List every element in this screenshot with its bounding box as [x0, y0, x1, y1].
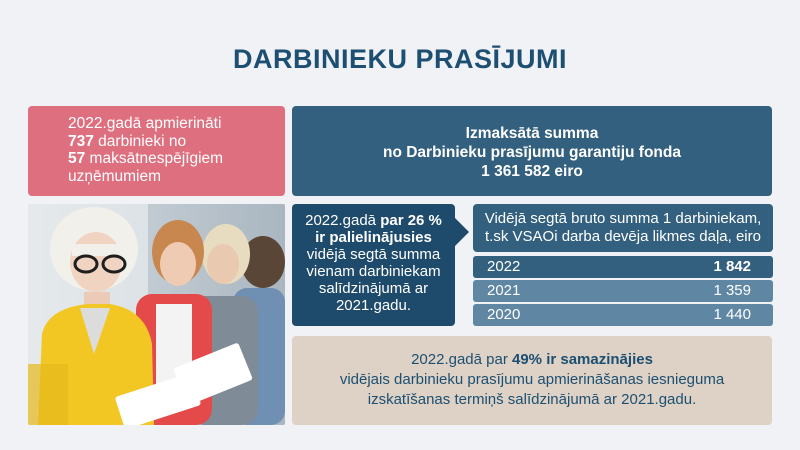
- increase-line-4: vienam darbiniekam: [306, 263, 441, 280]
- increase-line-1: [292, 212, 455, 229]
- average-line-2: t.sk VSAOi darba devēja likmes daļa, eiro: [485, 228, 761, 245]
- row-value: 1 440: [713, 306, 751, 323]
- decrease-box: [292, 336, 772, 425]
- satisfied-line-3: [68, 150, 275, 168]
- paid-amount: 1 361 582 eiro: [481, 163, 583, 180]
- decrease-line-1: [292, 350, 772, 370]
- row-value: 1 359: [713, 282, 751, 299]
- table-row: [473, 280, 773, 302]
- satisfied-line-3-text: maksātnespējīgiem: [85, 150, 224, 167]
- average-header: [473, 204, 773, 252]
- increase-line-3: vidējā segtā summa: [306, 246, 441, 263]
- satisfied-count: 737: [68, 132, 94, 150]
- paid-line-1: Izmaksātā summa: [465, 125, 599, 142]
- increase-line-6: 2021.gadu.: [335, 297, 412, 314]
- increase-line-5: salīdzinājumā ar: [318, 280, 429, 297]
- satisfied-line-2: [68, 133, 275, 151]
- increase-percent: par 26 %: [380, 212, 442, 229]
- increase-box: [292, 204, 455, 326]
- satisfied-employees-box: [28, 106, 285, 196]
- increase-line-1-text: 2022.gadā: [305, 212, 381, 229]
- satisfied-line-2-text: darbinieki no: [93, 132, 187, 150]
- decrease-line-3: izskatīšanas termiņš salīdzinājumā ar 2021.gadu.: [367, 391, 697, 408]
- decrease-line-2: vidējais darbinieku prasījumu apmierināšanas iesnieguma: [339, 371, 725, 388]
- paid-line-2: no Darbinieku prasījumu garantiju fonda: [383, 144, 681, 161]
- increase-line-2: ir palielinājusies: [315, 229, 432, 246]
- table-row: [473, 256, 773, 278]
- satisfied-line-4: uzņēmumiem: [68, 167, 162, 185]
- page-title: DARBINIEKU PRASĪJUMI: [232, 44, 568, 74]
- row-year: 2022: [487, 258, 521, 275]
- photo-people: [28, 204, 285, 425]
- arrow-right-icon: [455, 218, 469, 246]
- decrease-percent: 49% ir samazinājies: [512, 351, 653, 368]
- average-line-1: Vidējā segtā bruto summa 1 darbiniekam,: [484, 210, 762, 227]
- decrease-line-1-text: 2022.gadā par: [411, 351, 512, 368]
- row-year: 2021: [487, 282, 521, 299]
- table-row: [473, 304, 773, 326]
- row-year: 2020: [487, 306, 521, 323]
- satisfied-line-1: 2022.gadā apmierināti: [68, 115, 222, 132]
- paid-amount-box: [292, 106, 772, 196]
- row-value: 1 842: [713, 258, 751, 275]
- companies-count: 57: [68, 150, 86, 167]
- photo-illustration: [28, 204, 285, 425]
